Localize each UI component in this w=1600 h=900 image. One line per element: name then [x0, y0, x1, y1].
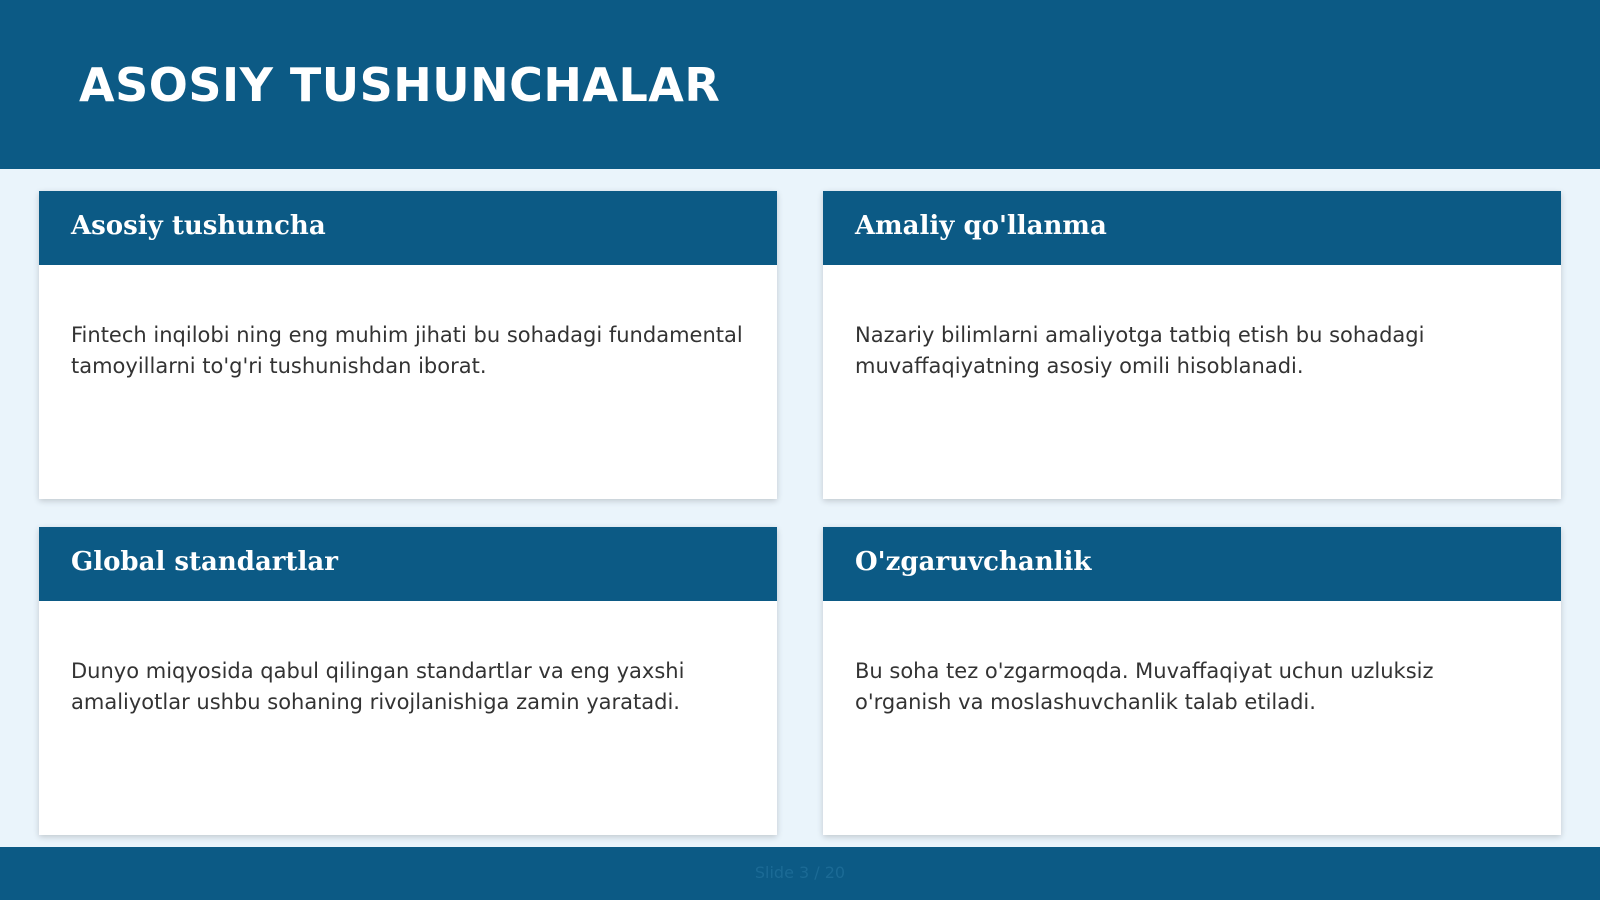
- slide-number: Slide 3 / 20: [754, 863, 846, 882]
- card-header: [823, 191, 1561, 265]
- slide-title: ASOSIY TUSHUNCHALAR: [79, 58, 721, 112]
- card-text: Nazariy bilimlarni amaliyotga tatbiq etish bu sohadagi muvaffaqiyatning asosiy omili hisoblanadi.: [855, 323, 1425, 378]
- card-title: Global standartlar: [71, 547, 338, 577]
- card-global-standartlar: [39, 527, 777, 835]
- slide-header: [0, 0, 1600, 169]
- card-amaliy-qollanma: [823, 191, 1561, 499]
- card-title: O'zgaruvchanlik: [855, 547, 1092, 577]
- card-ozgaruvchanlik: [823, 527, 1561, 835]
- card-text: Bu soha tez o'zgarmoqda. Muvaffaqiyat uchun uzluksiz o'rganish va moslashuvchanlik talab etiladi.: [855, 659, 1434, 714]
- card-text: Fintech inqilobi ning eng muhim jihati bu sohadagi fundamental tamoyillarni to'g'ri tushunishdan iborat.: [71, 323, 743, 378]
- card-header: [39, 191, 777, 265]
- card-text: Dunyo miqyosida qabul qilingan standartlar va eng yaxshi amaliyotlar ushbu sohaning rivojlanishiga zamin yaratadi.: [71, 659, 685, 714]
- card-header: [39, 527, 777, 601]
- card-header: [823, 527, 1561, 601]
- card-title: Amaliy qo'llanma: [855, 211, 1107, 241]
- card-title: Asosiy tushuncha: [71, 211, 326, 241]
- card-asosiy-tushuncha: [39, 191, 777, 499]
- slide-footer: [0, 847, 1600, 900]
